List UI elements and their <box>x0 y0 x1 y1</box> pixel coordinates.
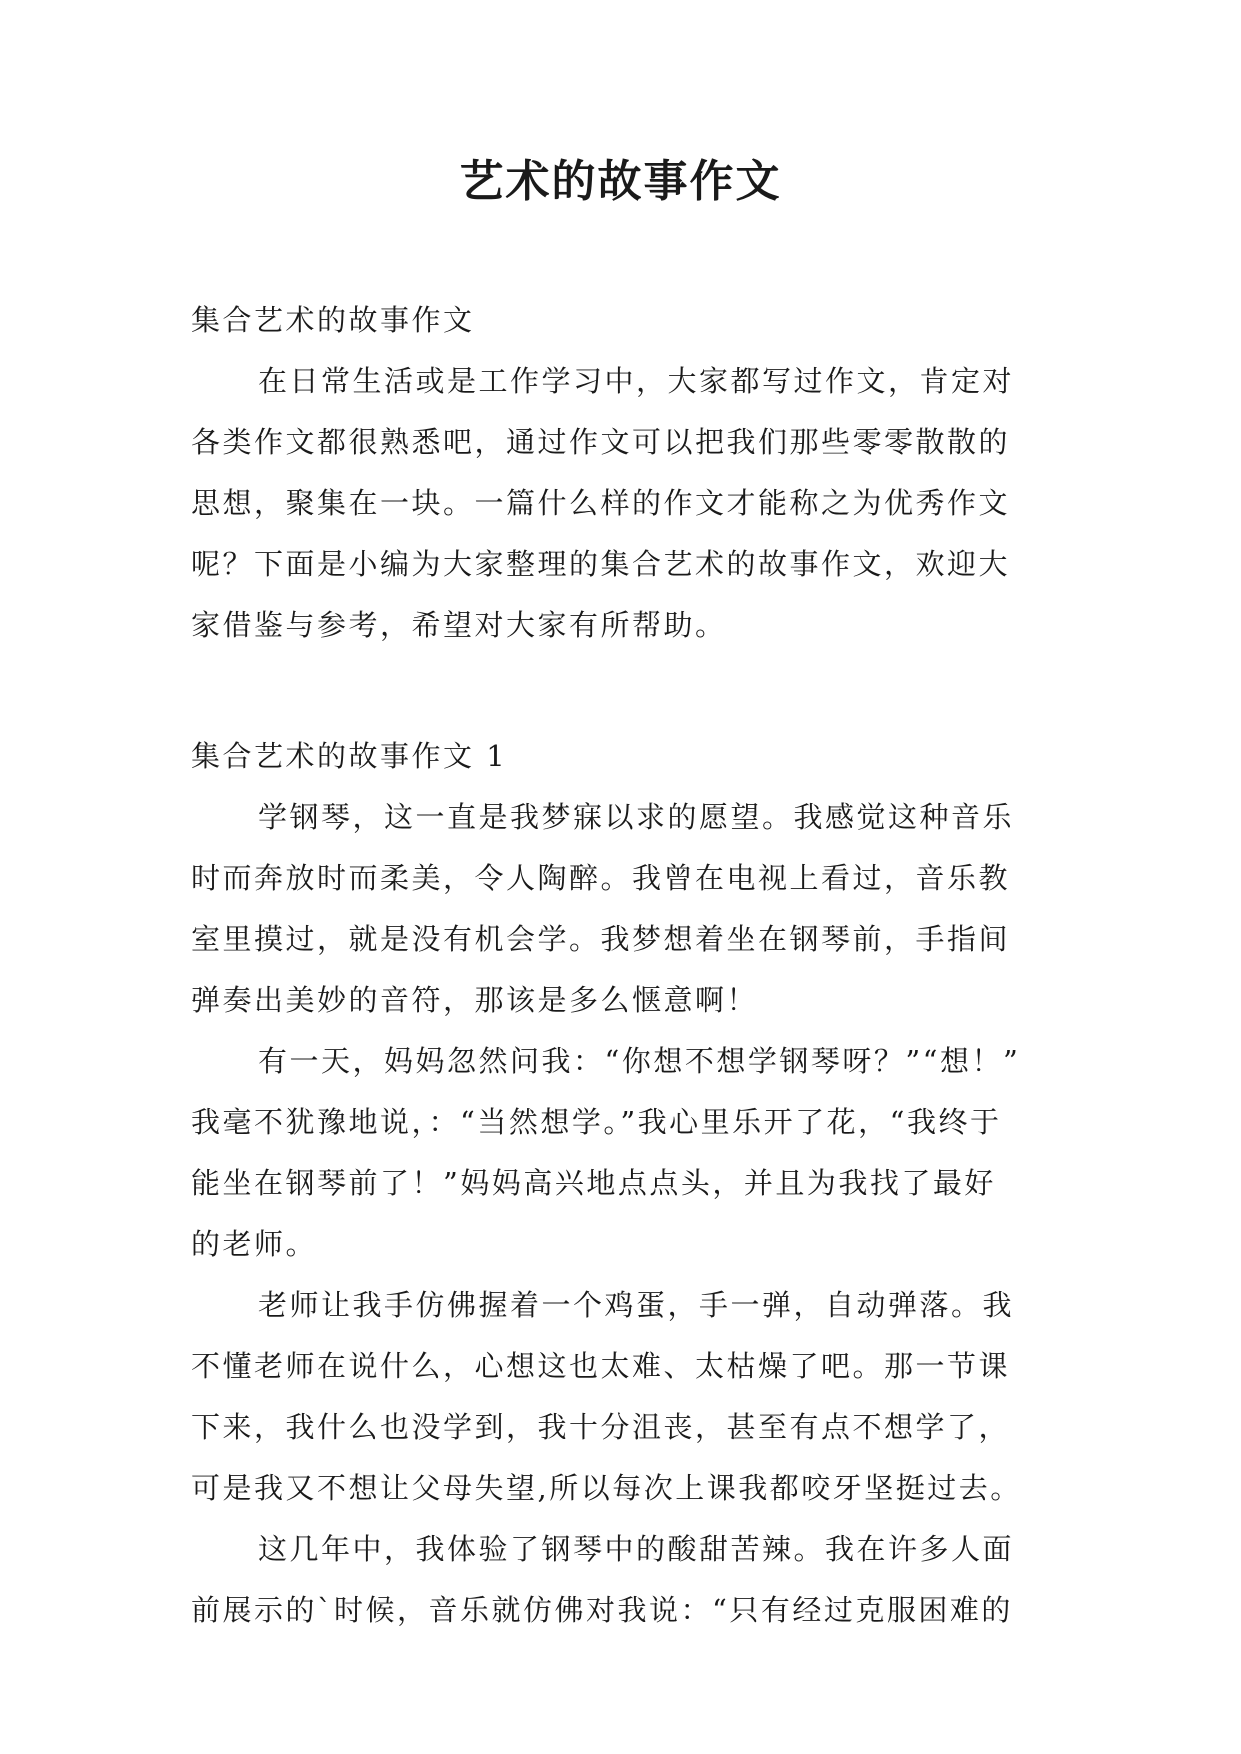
paragraph-line: 有一天，妈妈忽然问我：“你想不想学钢琴呀？”“想！” <box>258 1044 1021 1078</box>
intro-line: 各类作文都很熟悉吧，通过作文可以把我们那些零零散散的 <box>191 425 1011 459</box>
paragraph-line: 的老师。 <box>191 1227 318 1261</box>
section-heading: 集合艺术的故事作文 1 <box>191 739 508 773</box>
paragraph-line: 不懂老师在说什么，心想这也太难、太枯燥了吧。那一节课 <box>191 1349 1011 1383</box>
intro-line: 思想，聚集在一块。一篇什么样的作文才能称之为优秀作文 <box>191 486 1011 520</box>
paragraph-line: 可是我又不想让父母失望,所以每次上课我都咬牙坚挺过去。 <box>191 1471 1022 1505</box>
intro-line: 在日常生活或是工作学习中，大家都写过作文，肯定对 <box>258 364 1015 398</box>
section-spacer <box>191 656 1061 726</box>
intro-paragraph <box>191 351 1061 656</box>
story-paragraph <box>191 1519 1061 1641</box>
paragraph-line: 能坐在钢琴前了！”妈妈高兴地点点头，并且为我找了最好 <box>191 1166 996 1200</box>
paragraph-line: 下来，我什么也没学到，我十分沮丧，甚至有点不想学了， <box>191 1410 1011 1444</box>
paragraph-line: 老师让我手仿佛握着一个鸡蛋，手一弹，自动弹落。我 <box>258 1288 1015 1322</box>
subtitle-line: 集合艺术的故事作文 <box>191 303 475 337</box>
intro-line: 呢？下面是小编为大家整理的集合艺术的故事作文，欢迎大 <box>191 547 1011 581</box>
paragraph-line: 室里摸过，就是没有机会学。我梦想着坐在钢琴前，手指间 <box>191 922 1011 956</box>
paragraph-line: 弹奏出美妙的音符，那该是多么惬意啊！ <box>191 983 759 1017</box>
paragraph-line: 这几年中，我体验了钢琴中的酸甜苦辣。我在许多人面 <box>258 1532 1015 1566</box>
paragraph-line: 我毫不犹豫地说，：“当然想学。”我心里乐开了花，“我终于 <box>191 1105 1002 1139</box>
story-paragraph <box>191 1031 1061 1275</box>
document-title: 艺术的故事作文 <box>459 156 782 207</box>
document-body <box>191 290 1061 1641</box>
story-paragraph <box>191 1275 1061 1519</box>
story-paragraph <box>191 787 1061 1031</box>
intro-line: 家借鉴与参考，希望对大家有所帮助。 <box>191 608 727 642</box>
paragraph-line: 前展示的`时候，音乐就仿佛对我说：“只有经过克服困难的 <box>191 1593 1013 1627</box>
paragraph-line: 时而奔放时而柔美，令人陶醉。我曾在电视上看过，音乐教 <box>191 861 1011 895</box>
paragraph-line: 学钢琴，这一直是我梦寐以求的愿望。我感觉这种音乐 <box>258 800 1015 834</box>
